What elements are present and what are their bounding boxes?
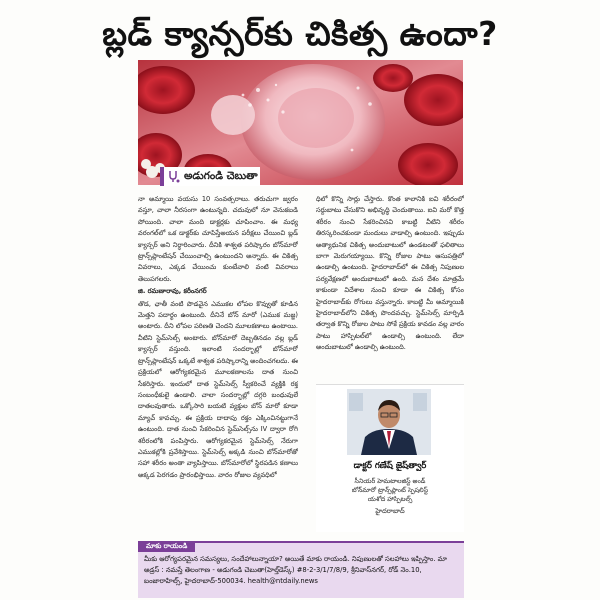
doctor-role-line3: యశోద హాస్పిటల్స్ bbox=[367, 496, 413, 503]
question-byline: జి. రమణారావు, కరీంనగర్ bbox=[138, 287, 207, 296]
doctor-role bbox=[316, 477, 464, 504]
answer-part-2: ధిలో కొన్ని సార్లు చేస్తారు. కొంత కాలానికి ఐవి శరీరంలో సర్దుబాటు చేసుకొని అభివృద్ధి చెందుతాయి. ఐవి మరో కొత్త శరీరం నుంచి సేకరించినవి కాబట్టి వీటిని శరీరం తిరస్కరించకుండా మందులు వాడాల్సి ఉంటుంది. ఇప్పుడు అత్యాధునిక చికిత్స అందుబాటులో ఉండటంతో ఫలితాలు బాగా మెరుగయ్యాయి. కొన్ని రోజుల పాటు ఆసుపత్రిలో ఉండాల్సి ఉంటుంది. హైదరాబాద్‌లో ఈ చికిత్స నిపుణుల పర్యవేక్షణలో అందుబాటులో ఉంది. మన దేశం మాత్రమే కాకుండా విదేశాల నుంచి కూడా ఈ చికిత్స కోసం హైదరాబాద్‌కు రోగులు వస్తున్నారు. కాబట్టి మీ అమ్మాయికి హైదరాబాద్‌లోని చికిత్స పొందవచ్చు. స్టెమ్‌సెల్స్ మార్పిడి తర్వాత కొన్ని రోజుల పాటు సోకే ప్రక్రియ కావడం వల్ల వారం పాటు హాస్పిటల్‌లో ఉండాల్సి ఉంటుంది. లేదా అందుబాటులో ఉండాల్సి ఉంటుంది. bbox=[316, 195, 464, 352]
section-tag-label: అడుగండి చెబుతా bbox=[184, 170, 258, 182]
headline: బ్లడ్ క్యాన్సర్‌కు చికిత్స ఉందా? bbox=[102, 14, 498, 53]
write-to-us-box bbox=[138, 541, 464, 598]
article-column-left bbox=[138, 194, 298, 534]
reader-question: నా అమ్మాయి వయసు 10 సంవత్సరాలు. తరుచుగా జ్వరం వస్తూ, చాలా నీరసంగా ఉంటున్నది. చదువులో నూ వెనుకబడి పోయింది. చాలా మంది డాక్టర్లకు చూపించాం. ఈ మధ్య వరంగల్‌లో ఒక డాక్టర్‌కు చూపిస్తేఅయన పరీక్షలు చేయించి బ్లడ్ క్యాన్సర్ అని నిర్ధారించారు. దీనికి శాశ్వత పరిష్కారం బోన్‌మారో ట్రాన్స్‌ప్లాంటేషన్ చేయించాల్సి ఉంటుందని అన్నారు. ఈ చికిత్స వివరాలు, ఎక్కడ చేయించు కుంటేవాలి వంటి వివరాలు తెలుపగలరు. bbox=[138, 195, 298, 283]
answer-part-1: తొడ, ఛాతీ వంటి పొడవైన ఎముకల లోపల కొవ్వుతో కూడిన మెత్తని పదార్థం ఉంటుంది. దీనినే బోన్ మారో (ఎముక మజ్జ) అంటారు. దీని లోపల పరిణతి చెందని మూలకణాలు ఉంటాయి. వీటిని స్టెమ్‌సెల్స్ అంటారు. బోన్‌మారో దెబ్బతినడం వల్ల బ్లడ్ క్యాన్సర్ వస్తుంది. ఇలాంటి సందర్భాల్లో బోన్‌మారో ట్రాన్స్‌ప్లాంటేషన్ ఒక్కటే శాశ్వత పరిష్కారాన్ని అందించగలదు. ఈ ప్రక్రియలో ఆరోగ్యకరమైన మూలకణాలను దాత నుంచి సేకరిస్తారు. ఇందులో దాత స్టెమ్‌సెల్స్ స్వీకరించే వ్యక్తికి రక్త సంబంధీకులై ఉండాలి. చాలా సందర్భాల్లో దగ్గరి బంధువులే దాతలవుతారు. ఒక్కోసారి బయటి వ్యక్తుల బోన్ మారో కూడా మ్యాచ్ కావచ్చు. ఈ ప్రక్రియ దాదాపు రక్తం ఎక్కించినట్టుగానే ఉంటుంది. దాత నుంచి సేకరించిన స్టెమ్‌సెల్స్‌ను IV ద్వారా రోగి శరీరంలోకి పంపిస్తారు. ఆరోగ్యకరమైన స్టెమ్‌సెల్స్ నేరుగా ఎముకల్లోకి ప్రవేశిస్తాయి. స్టెమ్‌సెల్స్ అక్కడి నుంచి బోన్‌మారోతో సహా శరీరం అంతా వ్యాపిస్తాయి. బోన్‌మారోలో స్థిరపడిన కణాలు అక్కడ పెరగడం ప్రారంభిస్తాయి. వారం రోజుల వ్యవధిలో bbox=[138, 299, 298, 479]
doctor-name: డాక్టర్ గణేష్ జైష్‌త్వార్ bbox=[353, 461, 427, 471]
stethoscope-icon bbox=[168, 170, 180, 183]
doctor-portrait bbox=[347, 389, 431, 455]
doctor-city: హైదరాబాద్ bbox=[375, 507, 405, 515]
footer-tag: మాకు రాయండి bbox=[138, 541, 195, 552]
footer-text: మీకు ఆరోగ్యపరమైన సమస్యలు, సందేహాలున్నాయా? అయితే మాకు రాయండి. నిపుణులతో సలహాలు ఇప్పిస్తాం. మా అడ్రస్ : నమస్తే తెలంగాణ - అడుగండి చెబుతా(హెల్త్‌డెస్క్) #8-2-3/1/7/8/9, శ్రీనివాస్‌నగర్, రోడ్ నెం.10, బంజారాహిల్స్, హైదరాబాద్-500034. health@ntdaily.news bbox=[144, 555, 448, 585]
doctor-photo bbox=[347, 389, 431, 455]
doctor-role-line2: బోన్‌మారో ట్రాన్స్‌ప్లాంట్ స్పెషలిస్ట్ bbox=[351, 487, 429, 494]
doctor-role-line1: సీనియర్ హెమటాలజిస్ట్ అండ్ bbox=[354, 478, 426, 485]
section-tag bbox=[160, 167, 260, 186]
doctor-profile bbox=[316, 384, 464, 532]
article-column-right bbox=[316, 194, 464, 380]
